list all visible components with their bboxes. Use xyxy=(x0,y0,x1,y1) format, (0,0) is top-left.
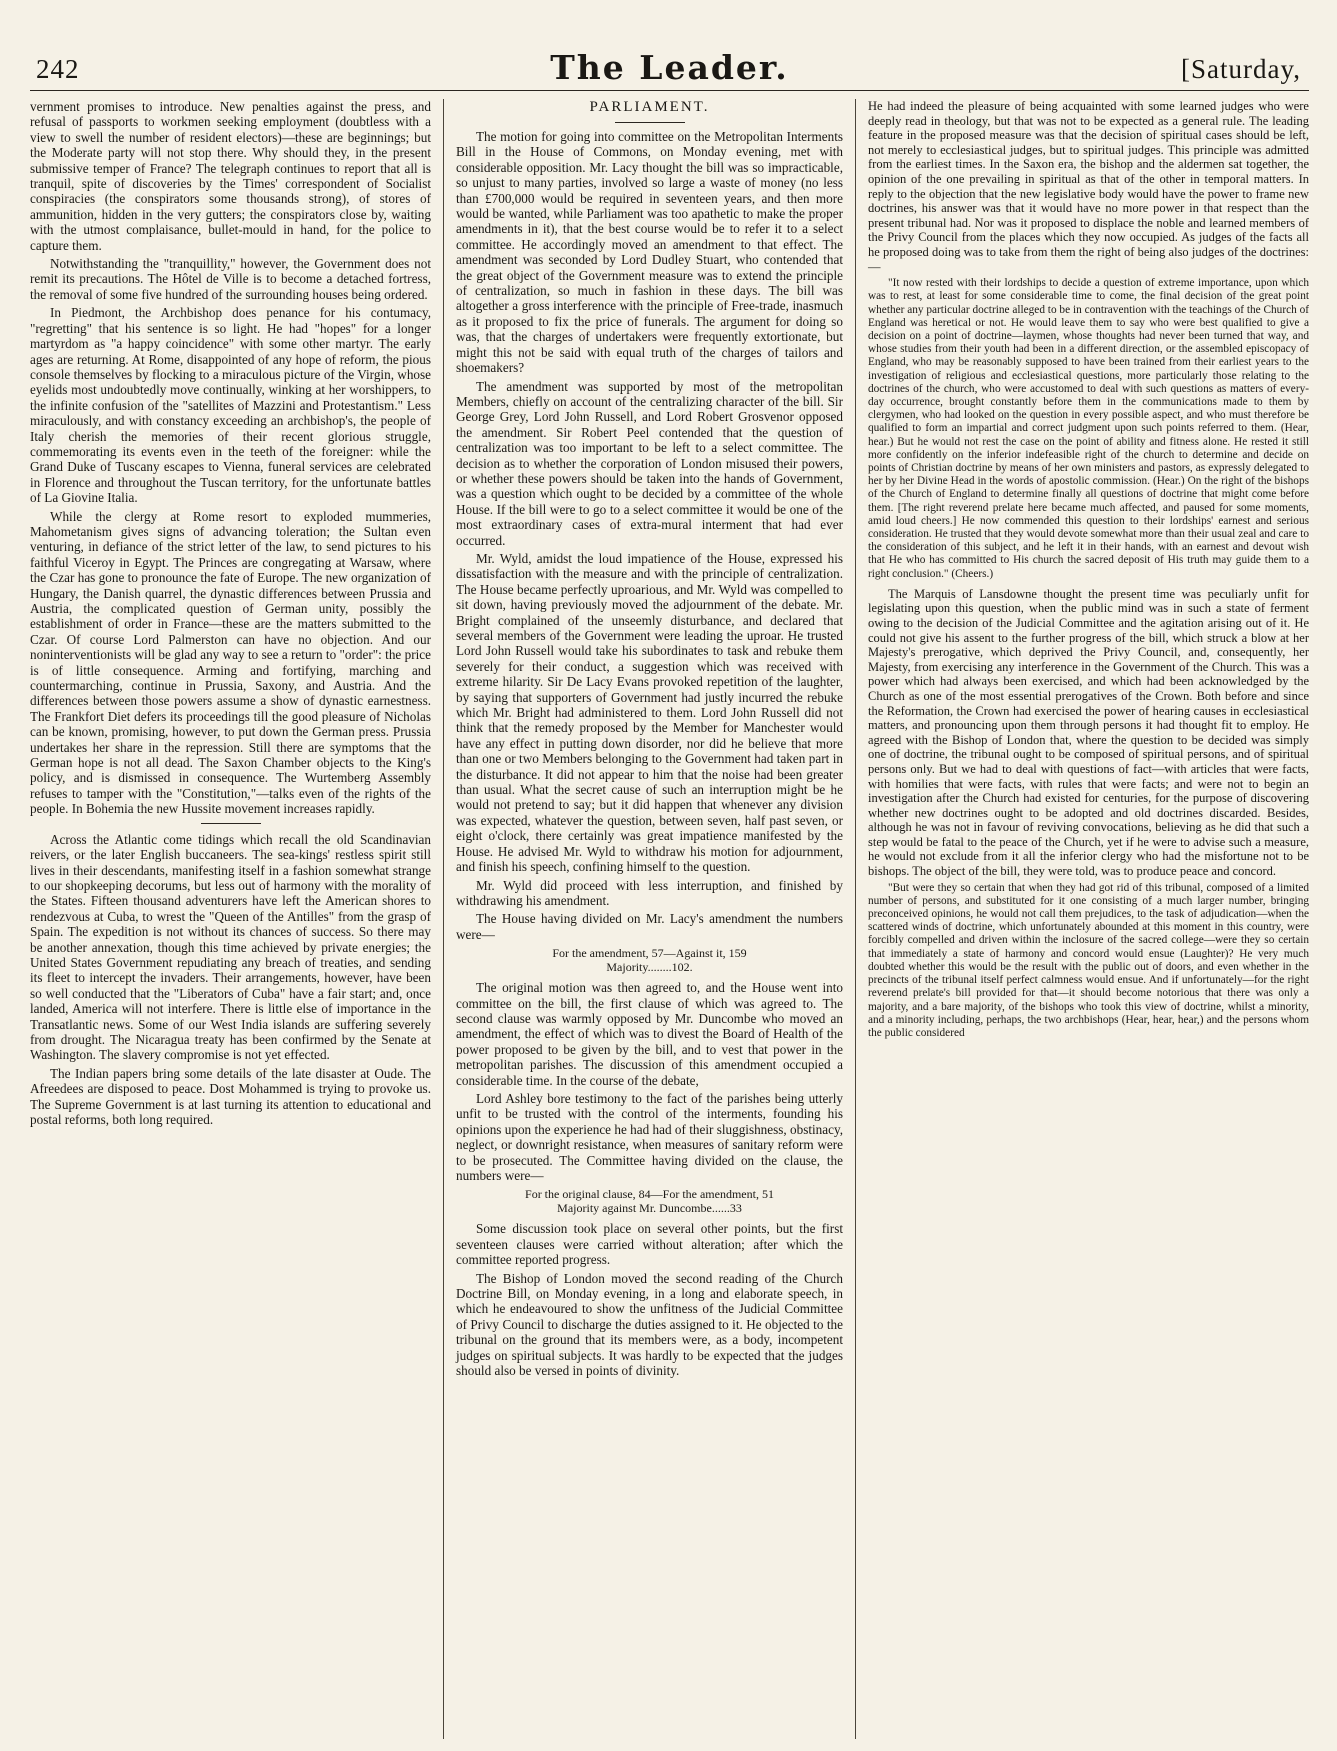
paragraph: Lord Ashley bore testimony to the fact of the parishes being utterly unfit to be trusted with the control of the interments, founding his opinions upon the experience he had had of their sluggishness, obstinacy, neglect, or downright resistance, when measures of sanitary reform were to be prosecuted. The Committee having divided on the clause, the numbers were— xyxy=(456,1090,843,1183)
section-divider xyxy=(201,823,261,824)
division-line: For the original clause, 84—For the amendment, 51 xyxy=(525,1187,774,1202)
paragraph: The Bishop of London moved the second reading of the Church Doctrine Bill, on Monday evening, in a long and elaborate speech, in which he endeavoured to show the unfitness of the Judicial Committee of Privy Council to discharge the duties assigned to it. He objected to the tribunal on the ground that its members were, as a body, incompetent judges on spiritual subjects. It was hardly to be expected that the judges should also be versed in points of divinity. xyxy=(456,1270,843,1379)
issue-day: [Saturday, xyxy=(1181,54,1301,84)
paragraph: The original motion was then agreed to, and the House went into committee on the bill, the first clause of which was agreed to. The second clause was warmly opposed by Mr. Duncombe who moved an amendment, the effect of which was to divest the Board of Health of the power proposed to be given by the bill, and to vest that power in the metropolitan parishes. The discussion of this amendment occupied a considerable time. In the course of the debate, xyxy=(456,980,843,1088)
article-columns xyxy=(30,99,1309,1739)
heading-rule xyxy=(615,122,685,123)
division-majority: Majority........102. xyxy=(606,960,693,975)
paragraph: Notwithstanding the "tranquillity," however, the Government does not remit its precautions. The Hôtel de Ville is to become a detached fortress, the removal of some five hundred of the surrounding houses being ordered. xyxy=(30,256,431,302)
paragraph: Across the Atlantic come tidings which recall the old Scandinavian reivers, or the later English buccaneers. The sea-kings' restless spirit still lives in their descendants, manifesting itself in a fashion somewhat strange to our shopkeeping decorums, but less out of harmony with the morality of the States. Fifteen thousand adventurers have left the American shores to rendezvous at Cuba, to wrest the "Queen of the Antilles" from the grasp of Spain. The expedition is not without its chances of success. So there may be another annexation, though this time achieved by private energies; the United States Government repudiating any breach of treaties, and sending its fleet to intercept the invaders. Their arrangements, however, have been so well conducted that the "Liberators of Cuba" have a fair start; and, once landed, America will not interfere. There is little else of importance in the Transatlantic news. Some of our West India islands are suffering severely from drought. The Nicaragua treaty has been confirmed by the Senate at Washington. The slavery compromise is not yet effected. xyxy=(30,831,431,1063)
division-result-1 xyxy=(456,946,843,974)
division-result-2 xyxy=(456,1187,843,1215)
paragraph: The Indian papers bring some details of the late disaster at Oude. The Afreedees are disposed to peace. Dost Mohammed is trying to provoke us. The Supreme Government is at last turning its attention to educational and postal reforms, both long required. xyxy=(30,1065,431,1127)
column-3 xyxy=(856,99,1309,1739)
paragraph: Mr. Wyld did proceed with less interruption, and finished by withdrawing his amendment. xyxy=(456,877,843,908)
paragraph: The House having divided on Mr. Lacy's amendment the numbers were— xyxy=(456,911,843,942)
paragraph: vernment promises to introduce. New penalties against the press, and refusal of passports to workmen seeking employment (doubtless with a view to swell the number of resident electors)—these are beginnings; but the Moderate party will not stop there. Why should they, in the present submissive temper of France? The telegraph continues to report that all is tranquil, spite of discoveries by the Times' correspondent of Socialist conspiracies (the conspirators some thousands strong), of stores of ammunition, hidden in the very gutters; the conspirators close by, waiting with the utmost complaisance, bullet-mould in hand, for the police to capture them. xyxy=(30,99,431,253)
column-1 xyxy=(30,99,444,1739)
division-line: For the amendment, 57—Against it, 159 xyxy=(552,946,747,961)
newspaper-title: The Leader. xyxy=(550,48,789,87)
paragraph: The motion for going into committee on the Metropolitan Interments Bill in the House of Commons, on Monday evening, met with considerable opposition. Mr. Lacy thought the bill was so impracticable, so unjust to many parties, involved so large a waste of money (no less than £700,000 would be required in seventeen years, and then more would be wanted, while Parliament was too apathetic to make the proper amendments in it), that the best course would be to refer it to a select committee. He accordingly moved an amendment to that effect. The amendment was seconded by Lord Dudley Stuart, who contended that the great object of the Government measure was to extend the principle of centralization, so much in fashion in these days. The bill was altogether a gross interference with the principle of Free-trade, inasmuch as it proposed to fix the price of funerals. The argument for doing so was, that the charges of undertakers were frequently extortionate, but might this not be said with equal truth of the charges of tailors and shoemakers? xyxy=(456,129,843,376)
masthead xyxy=(30,50,1309,91)
section-heading-parliament: PARLIAMENT. xyxy=(589,99,710,115)
paragraph: Some discussion took place on several other points, but the first seventeen clauses were carried without alteration; after which the committee reported progress. xyxy=(456,1221,843,1268)
paragraph: He had indeed the pleasure of being acquainted with some learned judges who were deeply read in theology, but that was not to be expected as a general rule. The leading feature in the proposed measure was that the decision of spiritual cases should be left, not merely to ecclesiastical judges, but to spiritual judges. This principle was admitted from the earliest times. In the Saxon era, the bishop and the aldermen sat together, the opinion of the one prevailing in spiritual as that of the other in temporal matters. In reply to the objection that the new legislative body would have the power to frame new doctrines, his answer was that it would have no more power in that respect than the present tribunal had. Nor was it proposed to displace the noble and learned members of the Privy Council from the places which they now occupied. As judges of the facts all he proposed doing was to take from them the right of being also judges of the doctrines:— xyxy=(868,99,1309,274)
paragraph: Mr. Wyld, amidst the loud impatience of the House, expressed his dissatisfaction with the measure and with the principle of centralization. The House became perfectly uproarious, and Mr. Wyld was compelled to sit down, having previously moved the adjournment of the debate. Mr. Bright complained of the unseemly disturbance, and declared that several members of the Government were leading the uproar. He trusted Lord John Russell would take his subordinates to task and rebuke them severely for their conduct, a suggestion which was received with extreme hilarity. Sir De Lacy Evans provoked repetition of the laughter, by saying that supporters of Government had justly incurred the rebuke which Mr. Bright had administered to them. Lord John Russell did not think that the remedy proposed by the Member for Manchester would have any effect in putting down disorder, nor did he believe that more than one or two Members belonging to the Government had taken part in the disturbance. It did not appear to him that the noise had been greater than usual. What the secret cause of such an interruption might be he would not pretend to say; but it did happen that whenever any division was expected, whatever the question, between seven, half past seven, or eight o'clock, there certainly was great impatience manifested by the House. He advised Mr. Wyld to withdraw his motion for adjournment, and finish his speech, confining himself to the question. xyxy=(456,550,843,875)
paragraph: While the clergy at Rome resort to exploded mummeries, Mahometanism gives signs of advancing toleration; the Sultan even venturing, in defiance of the strict letter of the law, to send pictures to his faithful Viceroy in Egypt. The Princes are congregating at Warsaw, where the Czar has gone to pronounce the fate of Europe. The new organization of Hungary, the Danish quarrel, the dynastic differences between Prussia and Austria, the complicated question of German unity, possibly the establishment of order in France—these are the matters submitted to the Czar. Of course Lord Palmerston can have no objection. And our noninterventionists will be glad any way to see a return to "order": the price is of little consequence. Arming and fortifying, marching and countermarching, continue in Prussia, Saxony, and Austria. And the differences between those powers assume a show of dynastic earnestness. The Frankfort Diet defers its proceedings till the good pleasure of Nicholas can be known, promising, however, to put down the German press. Prussia undertakes her share in the repression. Still there are symptoms that the German hope is not all dead. The Saxon Chamber objects to the King's policy, and is dismissed in consequence. The Wurtemberg Assembly refuses to tamper with the "Constitution,"—talks even of the rights of the people. In Bohemia the new Hussite movement increases rapidly. xyxy=(30,508,431,817)
paragraph: In Piedmont, the Archbishop does penance for his contumacy, "regretting" that his sentence is so light. He had "hopes" for a longer martyrdom as "a happy coincidence" with some other martyr. The early ages are returning. At Rome, disappointed of any hope of reform, the pious console themselves by flocking to a miraculous picture of the Virgin, whose eyelids most undoubtedly move continually, winking at her worshippers, to the infinite confusion of the "satellites of Mazzini and Protestantism." Less miraculously, and with constancy exceeding an archbishop's, the people of Italy cherish the memories of their recent glorious struggle, commemorating its events even in the teeth of the foreigner: while the Grand Duke of Tuscany escapes to Vienna, funeral services are celebrated in Florence and throughout the Tuscan territory, for the unfortunate battles of La Giovine Italia. xyxy=(30,305,431,506)
column-2 xyxy=(444,99,856,1739)
quoted-speech: "But were they so certain that when they had got rid of this tribunal, composed of a limited number of persons, and substituted for it one consisting of a much larger number, bringing preconceived opinions, he would not call them prejudices, to the task of adjudication—when the scattered winds of doctrine, which unfortunately abounded at this moment in this country, were forcibly compelled and driven within the inclosure of the sacred college—were they so certain that immediately a state of harmony and concord would ensue (Laughter)? He very much doubted whether this would be the result with the public out of doors, and even whether in the precincts of the tribunal itself perfect calmness would ensue. And if unfortunately—for the right reverend prelate's bill provided for that—it should become notorious that there was only a majority, and a bare majority, of the bishops who took this view of doctrine, whilst a minority, and a minority including, perhaps, the two archbishops (Hear, hear, hear,) and the persons whom the public considered xyxy=(868,881,1309,1039)
page-number: 242 xyxy=(36,54,80,84)
division-majority: Majority against Mr. Duncombe......33 xyxy=(557,1201,742,1216)
paragraph: The Marquis of Lansdowne thought the present time was peculiarly unfit for legislating upon this question, when the public mind was in such a state of ferment owing to the decision of the Judicial Committee and the agitation arising out of it. He could not give his assent to the further progress of the bill, which struck a blow at her Majesty's prerogative, which deprived the Privy Council, and, consequently, her Majesty, from exercising any interference in the Government of the Church. This was a power which had always been exercised, and which had been acknowledged by the Church as one of the most essential prerogatives of the Crown. Both before and since the Reformation, the Crown had exercised the power of hearing causes in ecclesiastical matters, and pronouncing upon them through persons it had thought fit to employ. He agreed with the Bishop of London that, where the question to be decided was simply one of doctrine, the tribunal ought to be composed of spiritual persons, and of spiritual persons only. But we had to deal with questions of fact—with articles that were facts, with homilies that were facts, with rules that were facts; and were not to begin an investigation after the Church had existed for centuries, for the purpose of discovering whether new doctrines ought to be adopted and old doctrines discarded. Besides, although he was not in favour of reviving convocations, believing as he did that such a step would be fatal to the peace of the Church, yet if he were to advise such a measure, he would not exclude from it all the inferior clergy who had the misfortune not to be bishops. The object of the bill, they were told, was to produce peace and concord. xyxy=(868,586,1309,879)
paragraph: The amendment was supported by most of the metropolitan Members, chiefly on account of the centralizing character of the bill. Sir George Grey, Lord John Russell, and Lord Robert Grosvenor opposed the amendment. Sir Robert Peel contended that the question of centralization was too important to be left to a select committee. The decision as to whether the corporation of London misused their powers, or whether these powers should be taken into the hands of Government, was a question which ought to be decided by a committee of the whole House. If the bill were to go to a select committee it would be one of the most extraordinary cases of extra-mural interment that had ever occurred. xyxy=(456,378,843,548)
quoted-speech: "It now rested with their lordships to decide a question of extreme importance, upon which was to rest, at least for some considerable time to come, the final decision of the great point whether any particular doctrine alleged to be in contravention with the teachings of the Church of England was heretical or not. He would leave them to say who were best qualified to give a decision on a point of doctrine—laymen, whose thoughts had never been turned that way, and whose studies from their youth had been in a different direction, or the assembled episcopacy of England, who may be reasonably supposed to have been trained from their earliest years to the investigation of religious and ecclesiastical questions, more particularly those relating to the doctrines of the church, who were accustomed to deal with such questions as matters of every-day occurrence, brought constantly before them in the communications made to them by clergymen, who had looked on the question in every possible aspect, and who must therefore be qualified to form an impartial and correct judgment upon such points referred to them. (Hear, hear.) But he would not rest the case on the point of ability and fitness alone. He rested it still more confidently on the inferior indefeasible right of the church to determine and decide on points of Christian doctrine by means of her own ministers and pastors, as expressly delegated to her by her Divine Head in the words of apostolic commission. (Hear.) On the right of the bishops of the Church of England to determine finally all questions of doctrine that might come before them. [The right reverend prelate here became much affected, and paused for some moments, amid loud cheers.] He now commended this question to their lordships' earnest and serious consideration. He trusted that they would devote somewhat more than their usual zeal and care to the consideration of this subject, and he left it in their hands, with an earnest and devout wish that He who has committed to His church the sacred deposit of His truth may guide them to a right conclusion." (Cheers.) xyxy=(868,277,1309,580)
